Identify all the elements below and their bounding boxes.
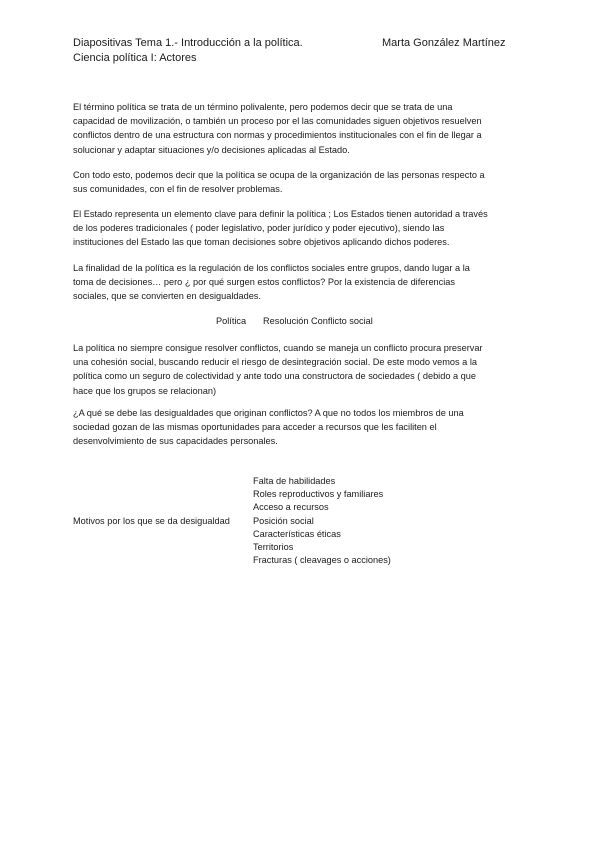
paragraph-line: sociedad gozan de las mismas oportunidades para acceder a recursos que les faciliten el [73, 422, 437, 433]
paragraph-line: solucionar y adaptar situaciones y/o decisiones aplicadas al Estado. [73, 144, 350, 155]
motivos-item: Roles reproductivos y familiares [253, 489, 384, 500]
paragraph-line: La política no siempre consigue resolver conflictos, cuando se maneja un conflicto procura preservar [73, 343, 483, 353]
motivos-item: Posición social [253, 515, 314, 526]
paragraph-line: conflictos dentro de una estructura con normas y procedimientos institucionales con el fin de llegar a [73, 130, 482, 141]
paragraph-inequality-question [73, 406, 529, 449]
document-subtitle: Ciencia política I: Actores [73, 52, 197, 64]
paragraph-line: sus comunidades, con el fin de resolver problemas. [73, 184, 283, 195]
motivos-item: Falta de habilidades [253, 476, 336, 486]
motivos-item: Territorios [253, 542, 294, 553]
paragraph-line: ¿A qué se debe las desigualdades que originan conflictos? A que no todos los miembros de una [73, 408, 464, 418]
paragraph-line: La finalidad de la política es la regulación de los conflictos sociales entre grupos, dando lugar a la [73, 263, 470, 273]
motivos-item: Acceso a recursos [253, 502, 329, 513]
paragraph-definition [73, 100, 529, 157]
paragraph-line: una cohesión social, buscando reducir el riesgo de desintegración social. De este modo vemos a la [73, 357, 477, 368]
scheme-resolucion: Resolución Conflicto social [263, 316, 373, 326]
paragraph-line: capacidad de movilización, o también un proceso por el las comunidades siguen objetivos resuelven [73, 116, 482, 127]
paragraph-line: hace que los grupos se relacionan) [73, 385, 217, 396]
paragraph-line: instituciones del Estado las que toman decisiones sobre objetivos aplicando dichos poderes. [73, 237, 450, 248]
paragraph-line: El Estado representa un elemento clave para definir la política ; Los Estados tienen autoridad a través [73, 209, 488, 219]
paragraph-cohesion [73, 341, 529, 398]
paragraph-line: desenvolvimiento de sus capacidades personales. [73, 436, 278, 447]
paragraph-organization [73, 168, 529, 196]
scheme-politica: Política [216, 316, 247, 326]
paragraph-line: política como un seguro de colectividad y ante todo una constructora de sociedades ( debido a que [73, 371, 476, 382]
motivos-item: Fracturas ( cleavages o acciones) [253, 555, 391, 566]
paragraph-line: Con todo esto, podemos decir que la política se ocupa de la organización de las personas respecto a [73, 170, 485, 180]
paragraph-line: El término política se trata de un término polivalente, pero podemos decir que se trata de una [73, 102, 453, 112]
motivos-item: Características éticas [253, 528, 341, 539]
paragraph-line: sociales, que se convierten en desigualdades. [73, 291, 261, 302]
motivos-list [253, 475, 391, 567]
motivos-label: Motivos por los que se da desigualdad [73, 516, 230, 526]
document-author: Marta González Martínez [382, 37, 506, 49]
paragraph-line: toma de decisiones… pero ¿ por qué surgen estos conflictos? Por la existencia de diferencias [73, 277, 455, 288]
paragraph-line: de los poderes tradicionales ( poder legislativo, poder jurídico y poder ejecutivo), siendo las [73, 223, 445, 234]
document-title: Diapositivas Tema 1.- Introducción a la política. [73, 37, 303, 49]
paragraph-purpose [73, 261, 529, 304]
paragraph-state [73, 207, 529, 250]
